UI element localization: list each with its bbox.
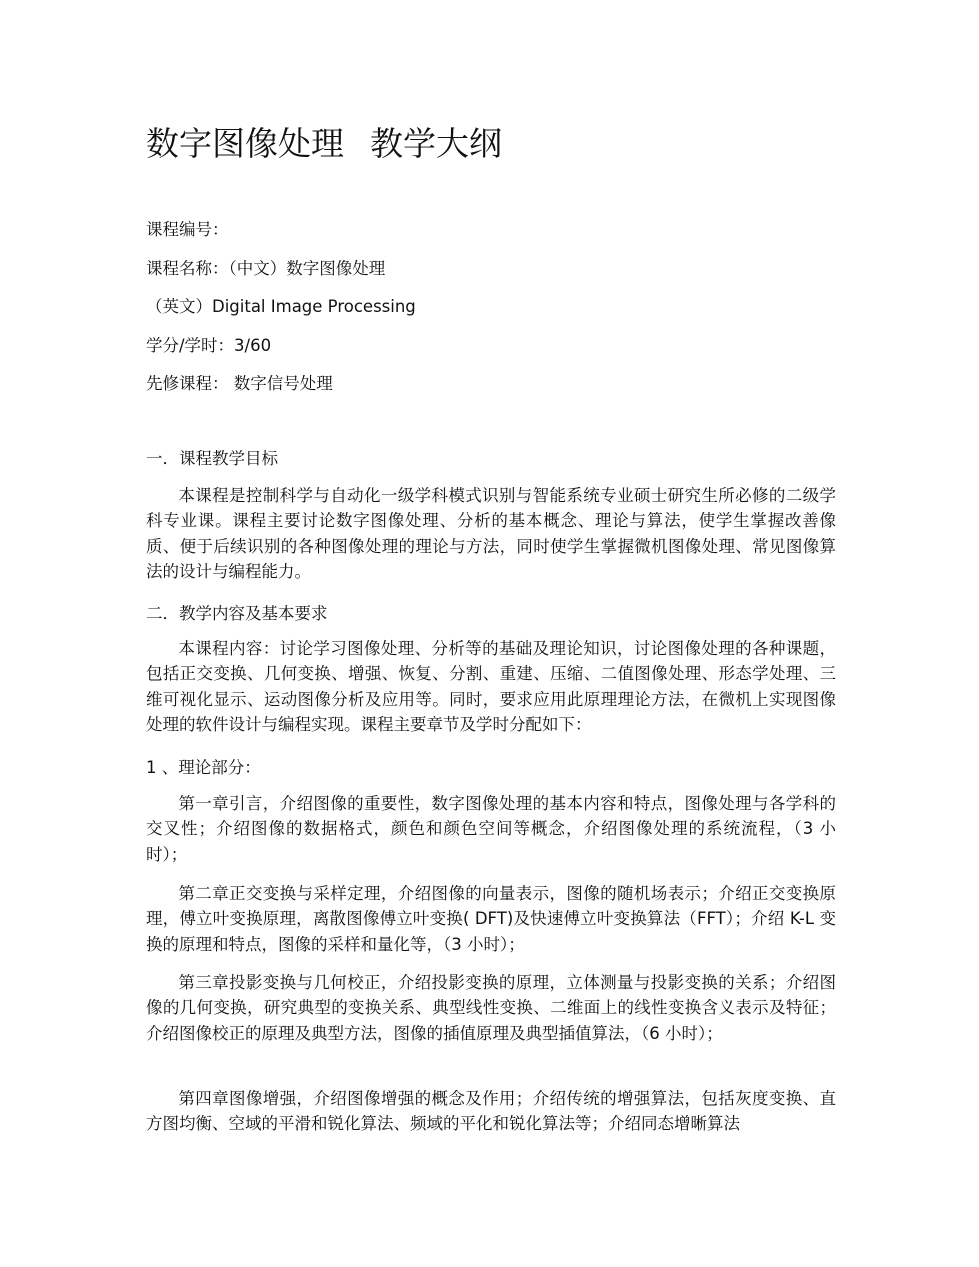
prerequisite: 先修课程： 数字信号处理 [146,374,333,393]
chapter-1-text: 第一章引言，介绍图像的重要性，数字图像处理的基本内容和特点，图像处理与各学科的交叉性；介绍图像的数据格式，颜色和颜色空间等概念，介绍图像处理的系统流程，（3 小时）； [146,794,836,864]
course-code: 课程编号： [146,220,229,239]
chapter-2 [146,881,836,957]
title-sub: 教学大纲 [370,124,502,163]
chapter-2-text: 第二章正交变换与采样定理，介绍图像的向量表示，图像的随机场表示；介绍正交变换原理，傅立叶变换原理，离散图像傅立叶变换( DFT)及快速傅立叶变换算法（FFT）；介绍 K-L 变换的原理和特点，图像的采样和量化等，（3 小时）； [146,884,836,954]
section2-body-text: 本课程内容：讨论学习图像处理、分析等的基础及理论知识，讨论图像处理的各种课题，包括正交变换、几何变换、增强、恢复、分割、重建、压缩、二值图像处理、形态学处理、三维可视化显示、运动图像分析及应用等。同时，要求应用此原理理论方法，在微机上实现图像处理的软件设计与编程实现。课程主要章节及学时分配如下： [146,639,836,734]
part1-heading: 1 、理论部分： [146,758,261,777]
chapter-4-text: 第四章图像增强，介绍图像增强的概念及作用；介绍传统的增强算法，包括灰度变换、直方图均衡、空域的平滑和锐化算法、频域的平化和锐化算法等；介绍同态增晰算法 [146,1089,836,1134]
section1-body [146,483,836,584]
chapter-4 [146,1086,836,1137]
title-main: 数字图像处理 [146,124,344,163]
credits-hours: 学分/学时：3/60 [146,336,272,355]
chapter-3 [146,970,836,1046]
section1-heading: 一．课程教学目标 [146,449,278,468]
course-name-cn: 课程名称：（中文）数字图像处理 [146,259,386,278]
section2-heading: 二．教学内容及基本要求 [146,604,328,623]
section2-body [146,636,836,737]
chapter-3-text: 第三章投影变换与几何校正，介绍投影变换的原理，立体测量与投影变换的关系；介绍图像的几何变换，研究典型的变换关系、典型线性变换、二维面上的线性变换含义表示及特征；介绍图像校正的原理及典型方法，图像的插值原理及典型插值算法，（6 小时）； [146,973,836,1043]
document-title [146,118,502,165]
course-name-en: （英文）Digital Image Processing [146,297,416,316]
chapter-1 [146,791,836,867]
section1-body-text: 本课程是控制科学与自动化一级学科模式识别与智能系统专业硕士研究生所必修的二级学科专业课。课程主要讨论数字图像处理、分析的基本概念、理论与算法，使学生掌握改善像质、便于后续识别的各种图像处理的理论与方法，同时使学生掌握微机图像处理、常见图像算法的设计与编程能力。 [146,486,836,581]
